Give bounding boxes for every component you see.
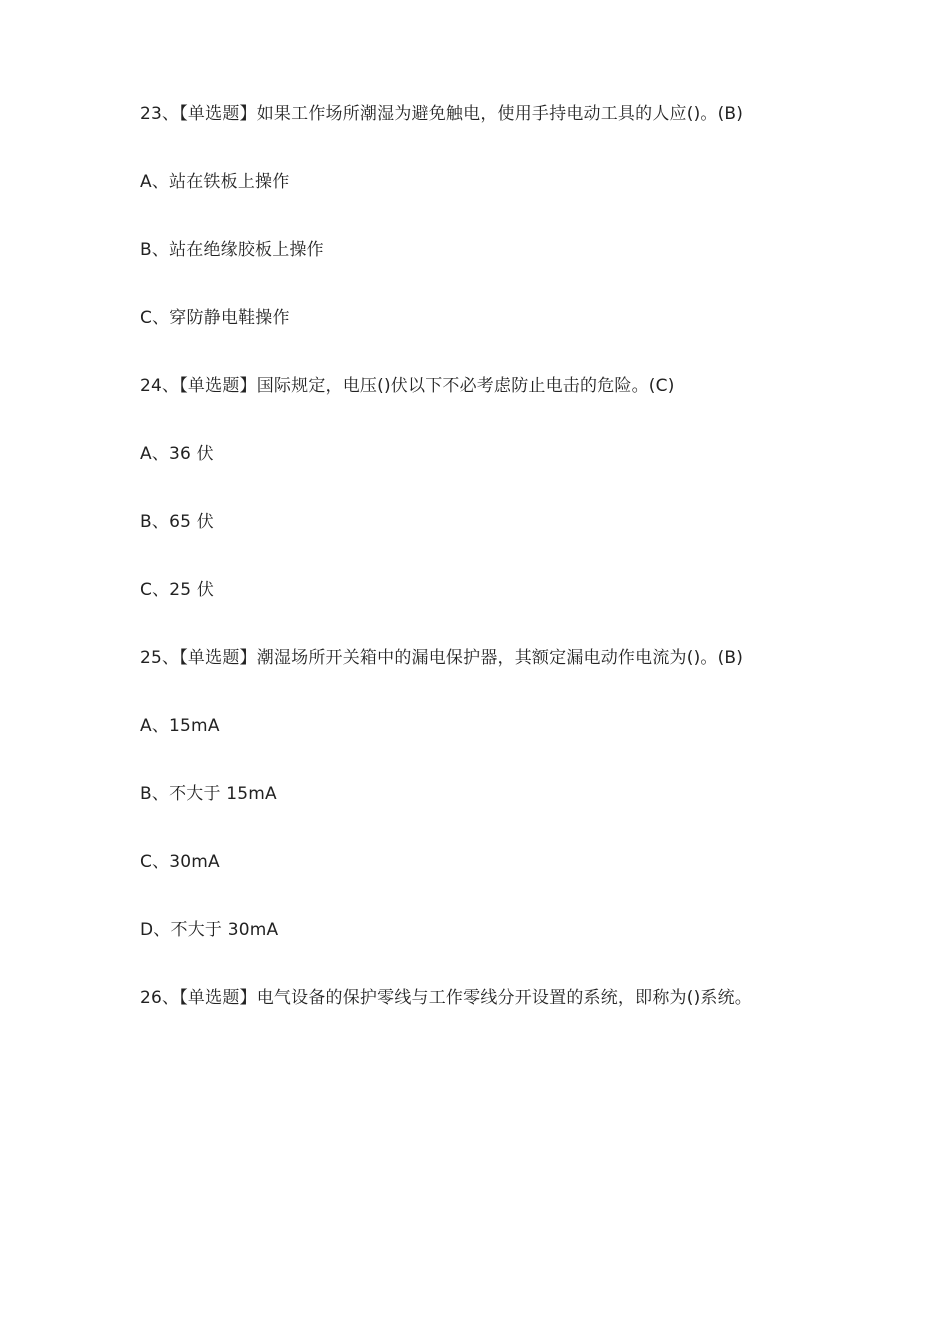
question-24-option-b: B、65 伏 [140, 512, 214, 532]
question-23-option-c: C、穿防静电鞋操作 [140, 308, 290, 328]
question-26: 26、【单选题】电气设备的保护零线与工作零线分开设置的系统，即称为()系统。 [140, 988, 752, 1008]
question-23-option-b: B、站在绝缘胶板上操作 [140, 240, 324, 260]
question-24-option-a: A、36 伏 [140, 444, 214, 464]
question-25-option-c: C、30mA [140, 852, 220, 872]
question-25-option-a: A、15mA [140, 716, 220, 736]
question-25-option-d: D、不大于 30mA [140, 920, 279, 940]
question-24-option-c: C、25 伏 [140, 580, 215, 600]
question-25-option-b: B、不大于 15mA [140, 784, 277, 804]
question-25: 25、【单选题】潮湿场所开关箱中的漏电保护器，其额定漏电动作电流为()。(B) [140, 648, 744, 668]
question-23: 23、【单选题】如果工作场所潮湿为避免触电，使用手持电动工具的人应()。(B) [140, 104, 744, 124]
question-24: 24、【单选题】国际规定，电压()伏以下不必考虑防止电击的危险。(C) [140, 376, 675, 396]
question-23-option-a: A、站在铁板上操作 [140, 172, 290, 192]
